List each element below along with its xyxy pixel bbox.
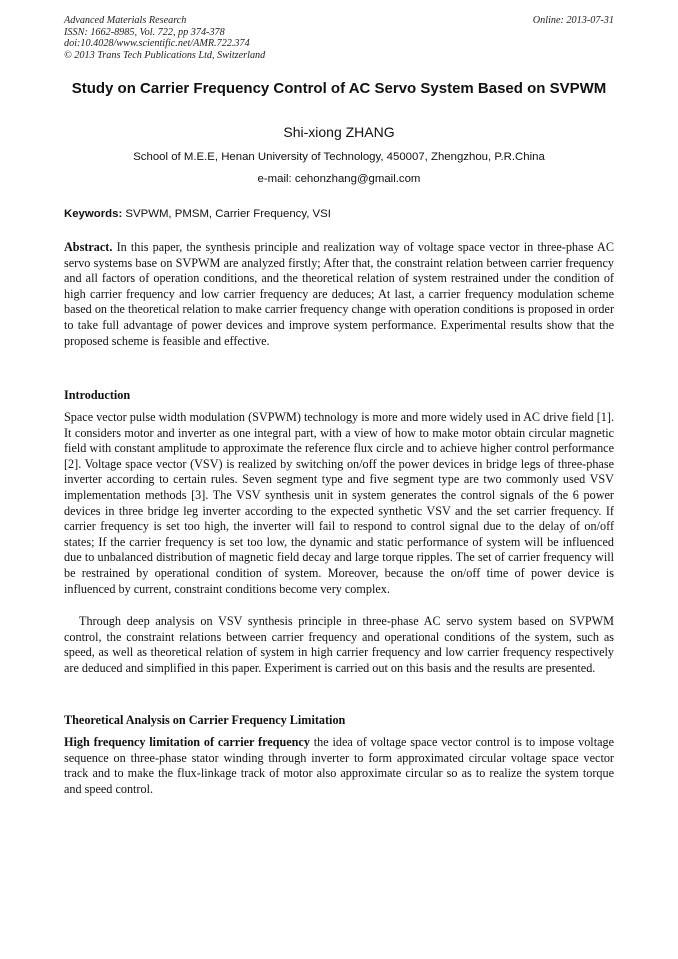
copyright-line: © 2013 Trans Tech Publications Ltd, Switzerland xyxy=(64,49,266,61)
author-name: Shi-xiong ZHANG xyxy=(283,124,395,140)
introduction-paragraph-2: Through deep analysis on VSV synthesis principle in three-phase AC servo system based on SVPWM control, the constraint relations between carrier frequency and operational conditions of the system, such as speed, as well as theoretical relation of system in high carrier frequency and low carrier frequency respectively are deduced and simplified in this paper. Experiment is carried out on this basis and the results are presented. xyxy=(64,614,614,675)
doi-line: doi:10.4028/www.scientific.net/AMR.722.374 xyxy=(64,38,250,50)
issn-line: ISSN: 1662-8985, Vol. 722, pp 374-378 xyxy=(64,26,225,38)
theory-paragraph-1 xyxy=(64,735,614,797)
theory-text: the idea of voltage space vector control is to impose voltage sequence on three-phase stator winding through inverter to form approximated circular voltage space vector track and to make the flux-linkage track of motor also approximate circular so as to realize the system torque and speed control. xyxy=(64,735,614,796)
abstract-paragraph xyxy=(64,240,614,349)
section-heading-theory: Theoretical Analysis on Carrier Frequency Limitation xyxy=(64,713,346,727)
keywords-label: Keywords: xyxy=(64,208,123,220)
introduction-paragraph-1: Space vector pulse width modulation (SVPWM) technology is more and more widely used in AC drive field [1]. It considers motor and inverter as one integral part, with a view of how to make motor obtain circular magnetic field with constant amplitude to approximate the reference flux circle and to achieve higher control performance [2]. Voltage space vector (VSV) is realized by switching on/off the power devices in bridge legs of three-phase inverter according to certain rules. Seven segment type and five segment type are two commonly used VSV implementation methods [3]. The VSV synthesis unit in system generates the control signals of the 6 power devices in three bridge leg inverter according to the expected synthetic VSV and the set carrier frequency. If carrier frequency is set too high, the inverter will fail to respond to control signal due to the delay of on/off states; If the carrier frequency is set too low, the dynamic and static performance of system will be influenced due to unbalanced distribution of magnetic field decay and large torque ripples. The set of carrier frequency will be restrained by operational condition of system. Moreover, because the on/off time of power device is influenced by current, constraint conditions become very complex. xyxy=(64,410,614,596)
abstract-label: Abstract. xyxy=(64,240,113,254)
author-email: e-mail: cehonzhang@gmail.com xyxy=(257,173,421,185)
abstract-text: In this paper, the synthesis principle and realization way of voltage space vector in three-phase AC servo systems base on SVPWM are analyzed firstly; After that, the constraint relation between carrier frequency and all factors of operation conditions, and the theoretical relation of system restrained under the condition of high carrier frequency and low carrier frequency are deduces; At last, a carrier frequency modulation scheme based on the theoretical relation to make carrier frequency change with operation conditions is proposed in order to take full advantage of power devices and improve system performance. Experimental results show that the proposed scheme is feasible and effective. xyxy=(64,240,614,348)
section-heading-introduction: Introduction xyxy=(64,388,131,402)
journal-name: Advanced Materials Research xyxy=(64,15,187,26)
paper-title: Study on Carrier Frequency Control of AC Servo System Based on SVPWM xyxy=(71,80,607,97)
keywords-line xyxy=(64,207,614,221)
author-affiliation: School of M.E.E, Henan University of Technology, 450007, Zhengzhou, P.R.China xyxy=(133,151,545,163)
keywords-text: SVPWM, PMSM, Carrier Frequency, VSI xyxy=(122,208,331,220)
run-in-heading: High frequency limitation of carrier frequency xyxy=(64,735,310,749)
online-date: Online: 2013-07-31 xyxy=(532,15,614,26)
